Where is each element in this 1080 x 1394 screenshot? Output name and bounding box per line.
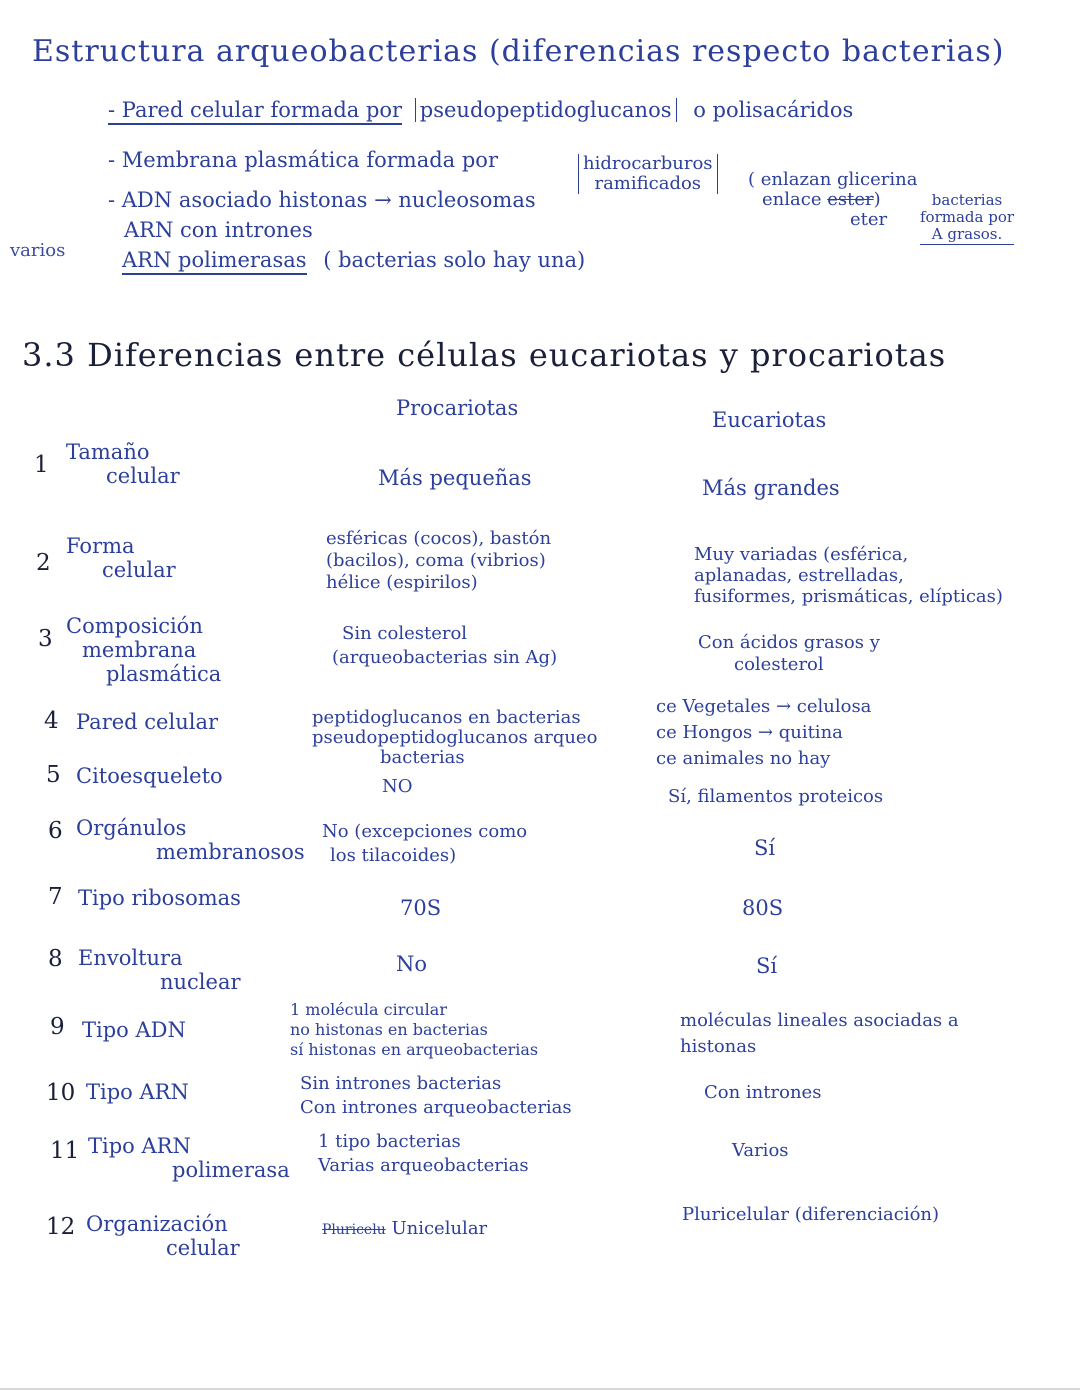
row-label-line: Composición [66,614,203,638]
row-label: Pared celular [76,710,218,734]
cell-eucariotas: Sí [756,954,778,978]
cell-procariotas [312,708,597,768]
cell-procariotas [322,820,527,868]
cell-procariotas [322,1218,487,1241]
bullet-adn: - ADN asociado histonas → nucleosomas [108,188,536,212]
cell-line: Con ácidos grasos y [698,632,880,653]
row-number: 4 [44,708,59,734]
cell-procariotas: No [396,952,428,976]
cell-line: sí histonas en arqueobacterias [290,1040,539,1059]
cell-line: ce Vegetales → celulosa [656,696,872,717]
cell-line: Unicelular [391,1218,488,1239]
row-label-line: plasmática [106,662,222,686]
row-number: 9 [50,1014,65,1040]
cell-line: fusiformes, prismáticas, elípticas) [694,586,1003,607]
side-note-line-2: formada por [920,208,1015,226]
cell-line: (bacilos), coma (vibrios) [326,550,546,571]
row-label-line: nuclear [160,970,241,994]
cell-eucariotas: Varios [732,1140,789,1161]
section-title: 3.3 Diferencias entre células eucariotas y procariotas [22,336,947,374]
bullet-arn-intrones: ARN con intrones [124,218,313,242]
row-label-line: celular [106,464,180,488]
row-label-line: Envoltura [78,946,183,970]
page-bottom-edge [0,1388,1080,1390]
cell-eucariotas: Pluricelular (diferenciación) [682,1204,940,1225]
cell-eucariotas: 80S [742,896,784,920]
row-label-line: Organización [86,1212,228,1236]
cell-eucariotas: Con intrones [704,1082,822,1103]
cell-line: ce animales no hay [656,748,831,769]
membrana-side-note [920,192,1014,245]
bullet-membrana-boxed [578,154,718,194]
cell-strikethrough: Pluricelu [322,1222,386,1238]
cell-procariotas: 70S [400,896,442,920]
cell-line: No (excepciones como [322,821,528,842]
cell-line: histonas [680,1036,757,1057]
column-header-eucariotas: Eucariotas [712,408,827,432]
cell-line: aplanadas, estrelladas, [694,565,904,586]
row-label-line: Tipo ARN [88,1134,191,1158]
row-label-line: celular [102,558,176,582]
cell-procariotas: NO [382,776,413,797]
side-note-line-3: A grasos. [920,226,1014,245]
cell-eucariotas: Sí, filamentos proteicos [668,786,884,807]
cell-line: Muy variadas (esférica, [694,544,909,565]
row-label-line: celular [166,1236,240,1260]
row-label-line: membrana [82,638,197,662]
cell-eucariotas [680,1008,959,1060]
cell-line: ce Hongos → quitina [656,722,843,743]
note-strike: ester [827,189,874,210]
cell-line: (arqueobacterias sin Ag) [332,647,558,668]
arn-polimerasas-label: ARN polimerasas [122,248,307,275]
row-label-line: Orgánulos [76,816,187,840]
row-number: 8 [48,946,63,972]
bullet-pared-boxed: pseudopeptidoglucanos [415,98,677,122]
row-label: Tipo ribosomas [78,886,241,910]
page-title: Estructura arqueobacterias (diferencias respecto bacterias) [32,34,1005,69]
cell-procariotas [332,622,557,670]
row-label: Citoesqueleto [76,764,223,788]
cell-eucariotas: Sí [754,836,776,860]
row-label [66,614,221,686]
row-number: 11 [50,1138,80,1164]
row-label-line: polimerasa [172,1158,290,1182]
row-label-line: Tamaño [66,440,150,464]
cell-eucariotas [656,694,871,772]
cell-line: Con intrones arqueobacterias [300,1097,572,1118]
cell-line: moléculas lineales asociadas a [680,1010,959,1031]
cell-procariotas [300,1072,572,1120]
row-label [76,816,305,864]
note-enlace: enlace [762,189,822,210]
row-label [78,946,241,994]
row-number: 3 [38,626,53,652]
row-label-line: Forma [66,534,135,558]
cell-eucariotas [698,632,880,676]
boxed-line-2: ramificados [594,173,702,194]
side-note-line-1: bacterias [931,191,1003,209]
row-label [86,1212,240,1260]
cell-line: hélice (espirilos) [326,572,478,593]
bullet-pared-tail: o polisacáridos [693,98,854,122]
cell-procariotas [326,528,551,594]
arn-polimerasas-note: ( bacterias solo hay una) [323,248,586,272]
cell-line: pseudopeptidoglucanos arqueo [312,727,598,748]
cell-procariotas [290,1000,538,1060]
cell-line: Varias arqueobacterias [318,1155,529,1176]
row-number: 2 [36,550,51,576]
bullet-pared [108,98,853,122]
note-close: ) [873,189,881,210]
row-label: Tipo ADN [82,1018,186,1042]
row-number: 6 [48,818,63,844]
row-label [66,534,176,582]
cell-eucariotas: Más grandes [702,476,840,500]
row-number: 5 [46,762,61,788]
margin-note: varios [10,240,66,261]
bullet-membrana: - Membrana plasmática formada por [108,148,498,172]
note-line-3: eter [850,209,888,230]
boxed-line-1: hidrocarburos [583,153,713,174]
cell-line: bacterias [380,747,465,768]
note-line-1: ( enlazan glicerina [748,169,918,190]
cell-line: peptidoglucanos en bacterias [312,707,581,728]
row-label: Tipo ARN [86,1080,189,1104]
cell-eucariotas [694,544,1003,607]
cell-procariotas: Más pequeñas [378,466,532,490]
row-number: 7 [48,884,63,910]
row-label [66,440,180,488]
cell-line: Sin colesterol [342,623,468,644]
cell-line: esféricas (cocos), bastón [326,528,552,549]
cell-line: colesterol [734,654,824,675]
cell-line: 1 tipo bacterias [318,1131,461,1152]
row-number: 1 [34,452,49,478]
bullet-arn-polimerasas [122,248,585,272]
note-line-2 [748,190,917,210]
bullet-pared-label: - Pared celular formada por [108,98,402,125]
cell-line: no histonas en bacterias [290,1020,488,1039]
row-label [88,1134,290,1182]
cell-procariotas [318,1130,529,1178]
row-number: 10 [46,1080,76,1106]
row-number: 12 [46,1214,76,1240]
cell-line: los tilacoides) [330,845,457,866]
row-label-line: membranosos [156,840,305,864]
column-header-procariotas: Procariotas [396,396,519,420]
cell-line: 1 molécula circular [290,1000,447,1019]
cell-line: Sin intrones bacterias [300,1073,502,1094]
membrana-note [748,170,917,230]
